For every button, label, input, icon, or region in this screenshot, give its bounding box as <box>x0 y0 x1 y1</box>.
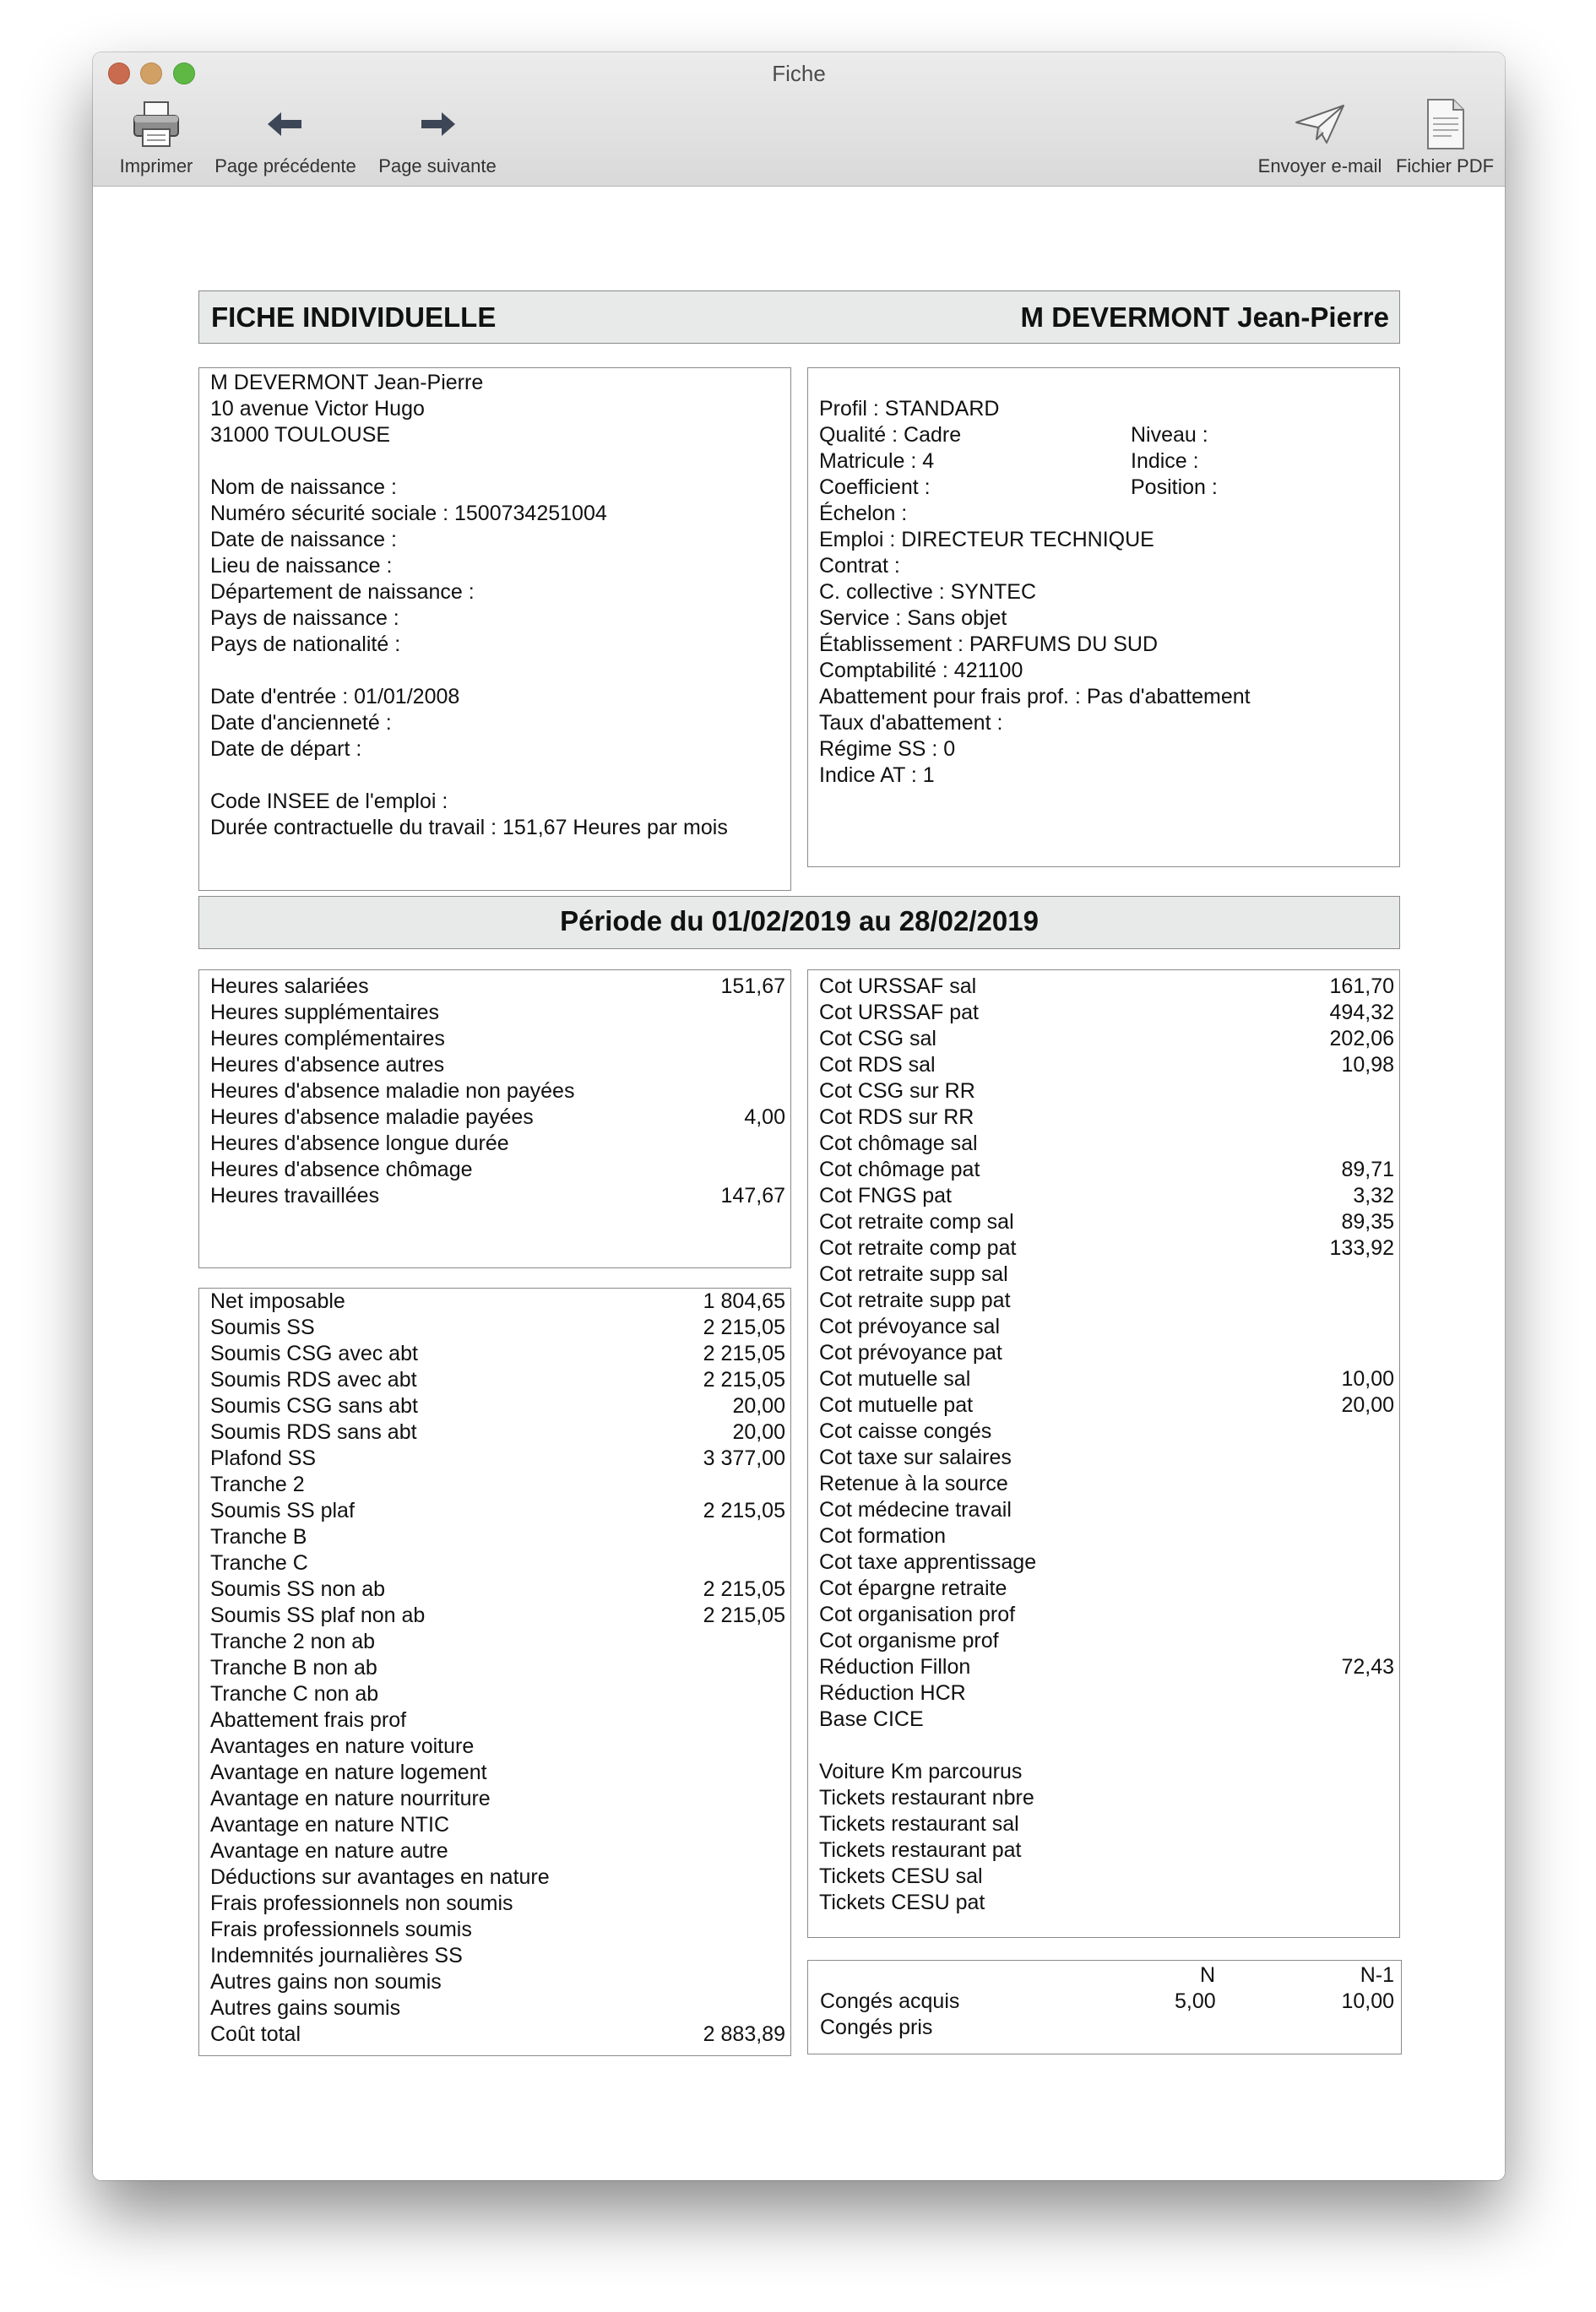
profile-line: Qualité : Cadre <box>819 423 962 447</box>
hours-row <box>210 1131 785 1157</box>
leave-acquired-n: 5,00 <box>1175 1989 1216 2013</box>
contribution-row <box>819 1183 1394 1209</box>
print-label: Imprimer <box>119 155 193 176</box>
hours-row <box>210 1157 785 1183</box>
base-label: Avantage en nature NTIC <box>210 1813 450 1837</box>
position-label: Position : <box>1131 475 1218 499</box>
contribution-value: 133,92 <box>1329 1236 1394 1260</box>
contribution-row <box>819 1523 1394 1549</box>
identity-line: Pays de naissance : <box>210 606 399 630</box>
extra-row: Voiture Km parcourus <box>819 1760 1023 1783</box>
period-label: Période du 01/02/2019 au 28/02/2019 <box>560 905 1039 936</box>
hours-box <box>198 969 791 1268</box>
base-label: Tranche C <box>210 1551 308 1575</box>
base-label: Déductions sur avantages en nature <box>210 1865 550 1889</box>
extra-row: Tickets CESU sal <box>819 1864 983 1888</box>
print-button[interactable] <box>100 96 213 181</box>
identity-line: Date d'ancienneté : <box>210 711 392 735</box>
indice-label: Indice : <box>1131 449 1199 473</box>
contributions-rows <box>819 974 1394 1916</box>
contribution-label: Cot médecine travail <box>819 1498 1012 1522</box>
base-value: 2 883,89 <box>703 2022 785 2046</box>
identity-line: Date d'entrée : 01/01/2008 <box>210 685 460 708</box>
contribution-value: 89,35 <box>1341 1210 1394 1234</box>
hours-value: 151,67 <box>720 974 785 998</box>
contribution-label: Cot URSSAF sal <box>819 974 977 998</box>
profile-line: Emploi : DIRECTEUR TECHNIQUE <box>819 528 1154 551</box>
contribution-row <box>819 1654 1394 1680</box>
contribution-label: Cot organisme prof <box>819 1629 999 1653</box>
base-row <box>210 1315 785 1341</box>
base-row <box>210 1629 785 1655</box>
contribution-row <box>819 1576 1394 1602</box>
identity-line: Nom de naissance : <box>210 475 397 499</box>
contribution-row <box>819 1131 1394 1157</box>
bases-box <box>198 1288 791 2056</box>
identity-box <box>198 367 791 891</box>
base-row <box>210 1917 785 1943</box>
contribution-row <box>819 1602 1394 1628</box>
extra-row: Tickets restaurant pat <box>819 1838 1022 1862</box>
base-value: 3 377,00 <box>703 1446 785 1470</box>
bases-rows <box>210 1289 785 2048</box>
hours-row <box>210 1052 785 1078</box>
hours-label: Heures salariées <box>210 974 369 998</box>
base-label: Frais professionnels non soumis <box>210 1891 513 1915</box>
base-label: Soumis SS plaf <box>210 1499 355 1522</box>
employee-name-header: M DEVERMONT Jean-Pierre <box>1020 301 1389 333</box>
contribution-row <box>819 1288 1394 1314</box>
base-row <box>210 1760 785 1786</box>
identity-line: Code INSEE de l'emploi : <box>210 790 448 813</box>
identity-line: 31000 TOULOUSE <box>210 423 391 447</box>
contribution-value: 3,32 <box>1353 1184 1394 1208</box>
contribution-value: 494,32 <box>1329 1001 1394 1024</box>
extra-row: Tickets restaurant nbre <box>819 1786 1034 1810</box>
identity-line: Numéro sécurité sociale : 1500734251004 <box>210 502 607 525</box>
identity-line <box>210 763 728 789</box>
contribution-row <box>819 1078 1394 1104</box>
window-toolbar <box>93 52 1505 187</box>
base-value: 2 215,05 <box>703 1499 785 1522</box>
base-label: Soumis SS non ab <box>210 1577 386 1601</box>
base-label: Soumis RDS sans abt <box>210 1420 417 1444</box>
contribution-label: Cot prévoyance pat <box>819 1341 1002 1365</box>
contribution-label: Cot taxe sur salaires <box>819 1446 1012 1469</box>
base-label: Soumis CSG avec abt <box>210 1342 418 1365</box>
base-label: Coût total <box>210 2022 301 2046</box>
leave-col-n: N <box>1200 1963 1216 1987</box>
contribution-label: Cot CSG sal <box>819 1027 936 1050</box>
hours-rows <box>210 974 785 1209</box>
hours-row <box>210 1183 785 1209</box>
base-label: Frais professionnels soumis <box>210 1918 472 1941</box>
contribution-label: Cot prévoyance sal <box>819 1315 1001 1338</box>
contribution-row <box>819 1471 1394 1497</box>
hours-label: Heures travaillées <box>210 1184 380 1208</box>
base-label: Avantage en nature autre <box>210 1839 448 1863</box>
leave-acquired-label: Congés acquis <box>820 1989 960 2013</box>
contributions-box <box>807 969 1400 1938</box>
contribution-label: Cot RDS sal <box>819 1053 936 1077</box>
profile-line: Coefficient : <box>819 475 931 499</box>
spacer <box>819 1733 1394 1759</box>
contribution-label: Cot retraite comp pat <box>819 1236 1017 1260</box>
contribution-label: Cot formation <box>819 1524 947 1548</box>
base-row <box>210 1419 785 1446</box>
contribution-label: Cot retraite supp pat <box>819 1289 1011 1312</box>
document-page <box>93 187 1505 2180</box>
contribution-label: Réduction HCR <box>819 1681 966 1705</box>
base-row <box>210 1367 785 1393</box>
base-row <box>210 1838 785 1864</box>
hours-label: Heures d'absence maladie non payées <box>210 1079 575 1103</box>
contribution-row <box>819 1104 1394 1131</box>
base-row <box>210 1995 785 2022</box>
base-row <box>210 1393 785 1419</box>
hours-row <box>210 1026 785 1052</box>
hours-label: Heures d'absence chômage <box>210 1158 473 1181</box>
profile-line: C. collective : SYNTEC <box>819 580 1037 604</box>
base-value: 20,00 <box>732 1420 785 1444</box>
paper-plane-icon <box>1240 96 1400 152</box>
base-label: Soumis RDS avec abt <box>210 1368 417 1392</box>
previous-page-label: Page précédente <box>214 155 356 176</box>
window-title: Fiche <box>772 61 826 86</box>
pdf-document-icon <box>1385 96 1505 152</box>
contribution-label: Base CICE <box>819 1707 924 1731</box>
base-label: Tranche 2 <box>210 1473 305 1496</box>
contribution-row <box>819 1445 1394 1471</box>
base-row <box>210 1969 785 1995</box>
previous-page-button[interactable] <box>201 96 370 181</box>
contribution-row <box>819 1392 1394 1419</box>
contribution-row <box>819 1026 1394 1052</box>
contribution-value: 72,43 <box>1341 1655 1394 1679</box>
base-row <box>210 1812 785 1838</box>
contribution-label: Cot FNGS pat <box>819 1184 952 1208</box>
printer-icon <box>100 96 213 152</box>
profile-line: Taux d'abattement : <box>819 711 1003 735</box>
base-value: 2 215,05 <box>703 1604 785 1627</box>
contribution-row <box>819 1549 1394 1576</box>
base-label: Autres gains non soumis <box>210 1970 442 1994</box>
contribution-label: Cot mutuelle pat <box>819 1393 974 1417</box>
base-label: Plafond SS <box>210 1446 317 1470</box>
contribution-label: Cot organisation prof <box>819 1603 1016 1626</box>
contribution-label: Cot mutuelle sal <box>819 1367 971 1391</box>
base-value: 2 215,05 <box>703 1577 785 1601</box>
hours-value: 4,00 <box>744 1105 785 1129</box>
profile-line: Comptabilité : 421100 <box>819 659 1023 682</box>
base-value: 1 804,65 <box>703 1289 785 1313</box>
identity-line: Date de départ : <box>210 737 362 761</box>
contribution-label: Cot URSSAF pat <box>819 1001 979 1024</box>
hours-row <box>210 974 785 1000</box>
contribution-row <box>819 1366 1394 1392</box>
identity-line <box>210 658 728 684</box>
base-row <box>210 1498 785 1524</box>
base-row <box>210 1524 785 1550</box>
hours-label: Heures d'absence longue durée <box>210 1132 509 1155</box>
base-label: Tranche C non ab <box>210 1682 379 1706</box>
extra-row: Tickets CESU pat <box>819 1891 985 1914</box>
contribution-row <box>819 1340 1394 1366</box>
contribution-value: 161,70 <box>1329 974 1394 998</box>
sheet-header <box>198 290 1400 344</box>
base-row <box>210 1577 785 1603</box>
profile-line: Service : Sans objet <box>819 606 1007 630</box>
hours-row <box>210 1000 785 1026</box>
base-row <box>210 1943 785 1969</box>
contribution-label: Réduction Fillon <box>819 1655 971 1679</box>
leave-col-n1: N-1 <box>1360 1963 1394 1987</box>
contribution-row <box>819 1000 1394 1026</box>
base-row <box>210 1786 785 1812</box>
identity-line: Pays de nationalité : <box>210 632 401 656</box>
arrow-right-icon <box>361 96 513 152</box>
contribution-label: Cot retraite supp sal <box>819 1262 1008 1286</box>
profile-line: Matricule : 4 <box>819 449 935 473</box>
base-label: Tranche B non ab <box>210 1656 377 1680</box>
base-row <box>210 1655 785 1681</box>
contribution-label: Cot chômage sal <box>819 1132 978 1155</box>
base-value: 2 215,05 <box>703 1342 785 1365</box>
base-label: Tranche B <box>210 1525 307 1549</box>
base-row <box>210 2022 785 2048</box>
leave-acquired-n1: 10,00 <box>1341 1989 1394 2013</box>
contribution-row <box>819 1209 1394 1235</box>
hours-label: Heures complémentaires <box>210 1027 445 1050</box>
base-value: 2 215,05 <box>703 1368 785 1392</box>
base-label: Abattement frais prof <box>210 1708 407 1732</box>
base-label: Avantage en nature nourriture <box>210 1787 491 1810</box>
contribution-label: Cot taxe apprentissage <box>819 1550 1037 1574</box>
contribution-row <box>819 1628 1394 1654</box>
fiche-window <box>93 52 1505 2180</box>
base-label: Tranche 2 non ab <box>210 1630 376 1653</box>
base-label: Avantage en nature logement <box>210 1761 487 1784</box>
contribution-label: Cot CSG sur RR <box>819 1079 975 1103</box>
send-email-button[interactable] <box>1240 96 1400 181</box>
contribution-value: 10,00 <box>1341 1367 1394 1391</box>
base-label: Soumis SS plaf non ab <box>210 1604 426 1627</box>
pdf-file-button[interactable] <box>1385 96 1505 181</box>
base-row <box>210 1289 785 1315</box>
profile-box <box>807 367 1400 867</box>
hours-row <box>210 1078 785 1104</box>
contribution-value: 20,00 <box>1341 1393 1394 1417</box>
leave-taken-label: Congés pris <box>820 2016 933 2039</box>
profile-line: Établissement : PARFUMS DU SUD <box>819 632 1159 656</box>
pdf-file-label: Fichier PDF <box>1395 155 1495 176</box>
contribution-value: 202,06 <box>1329 1027 1394 1050</box>
contribution-row <box>819 1707 1394 1733</box>
base-value: 20,00 <box>732 1394 785 1418</box>
hours-label: Heures d'absence maladie payées <box>210 1105 534 1129</box>
identity-line: Département de naissance : <box>210 580 475 604</box>
profile-line: Abattement pour frais prof. : Pas d'abattement <box>819 685 1251 708</box>
base-row <box>210 1864 785 1891</box>
base-label: Net imposable <box>210 1289 345 1313</box>
base-row <box>210 1603 785 1629</box>
identity-line: Durée contractuelle du travail : 151,67 Heures par mois <box>210 816 728 839</box>
contribution-row <box>819 1157 1394 1183</box>
contribution-row <box>819 1052 1394 1078</box>
period-bar <box>198 896 1400 949</box>
contribution-label: Cot chômage pat <box>819 1158 980 1181</box>
base-row <box>210 1446 785 1472</box>
base-label: Indemnités journalières SS <box>210 1944 463 1967</box>
base-row <box>210 1734 785 1760</box>
identity-line: 10 avenue Victor Hugo <box>210 397 425 421</box>
base-row <box>210 1472 785 1498</box>
profile-line: Échelon : <box>819 502 908 525</box>
base-row <box>210 1707 785 1734</box>
profile-line: Régime SS : 0 <box>819 737 956 761</box>
contribution-value: 89,71 <box>1341 1158 1394 1181</box>
profile-line: Profil : STANDARD <box>819 397 1000 421</box>
identity-line: Date de naissance : <box>210 528 397 551</box>
leave-box <box>807 1960 1402 2054</box>
base-label: Avantages en nature voiture <box>210 1734 475 1758</box>
contribution-label: Cot RDS sur RR <box>819 1105 974 1129</box>
hours-label: Heures d'absence autres <box>210 1053 445 1077</box>
base-label: Autres gains soumis <box>210 1996 401 2020</box>
identity-line: M DEVERMONT Jean-Pierre <box>210 371 484 394</box>
contribution-row <box>819 1262 1394 1288</box>
contribution-row <box>819 1680 1394 1707</box>
hours-value: 147,67 <box>720 1184 785 1208</box>
contribution-label: Cot caisse congés <box>819 1419 992 1443</box>
base-row <box>210 1891 785 1917</box>
base-label: Soumis CSG sans abt <box>210 1394 418 1418</box>
profile-line: Indice AT : 1 <box>819 763 935 787</box>
next-page-label: Page suivante <box>378 155 497 176</box>
contribution-row <box>819 1314 1394 1340</box>
identity-line: Lieu de naissance : <box>210 554 393 578</box>
sheet-title: FICHE INDIVIDUELLE <box>211 301 497 333</box>
contribution-label: Retenue à la source <box>819 1472 1008 1495</box>
contribution-value: 10,98 <box>1341 1053 1394 1077</box>
profile-line: Contrat : <box>819 554 900 578</box>
arrow-left-icon <box>201 96 370 152</box>
contribution-label: Cot épargne retraite <box>819 1577 1007 1600</box>
identity-line <box>210 448 728 475</box>
hours-label: Heures supplémentaires <box>210 1001 439 1024</box>
contribution-row <box>819 1419 1394 1445</box>
next-page-button[interactable] <box>361 96 513 181</box>
extra-row: Tickets restaurant sal <box>819 1812 1019 1836</box>
hours-row <box>210 1104 785 1131</box>
contribution-row <box>819 1497 1394 1523</box>
contribution-row <box>819 1235 1394 1262</box>
niveau-label: Niveau : <box>1131 423 1208 447</box>
base-row <box>210 1341 785 1367</box>
send-email-label: Envoyer e-mail <box>1257 155 1382 176</box>
base-row <box>210 1681 785 1707</box>
base-label: Soumis SS <box>210 1316 315 1339</box>
base-value: 2 215,05 <box>703 1316 785 1339</box>
contribution-row <box>819 974 1394 1000</box>
identity-lines <box>210 370 728 841</box>
base-row <box>210 1550 785 1577</box>
contribution-label: Cot retraite comp sal <box>819 1210 1014 1234</box>
